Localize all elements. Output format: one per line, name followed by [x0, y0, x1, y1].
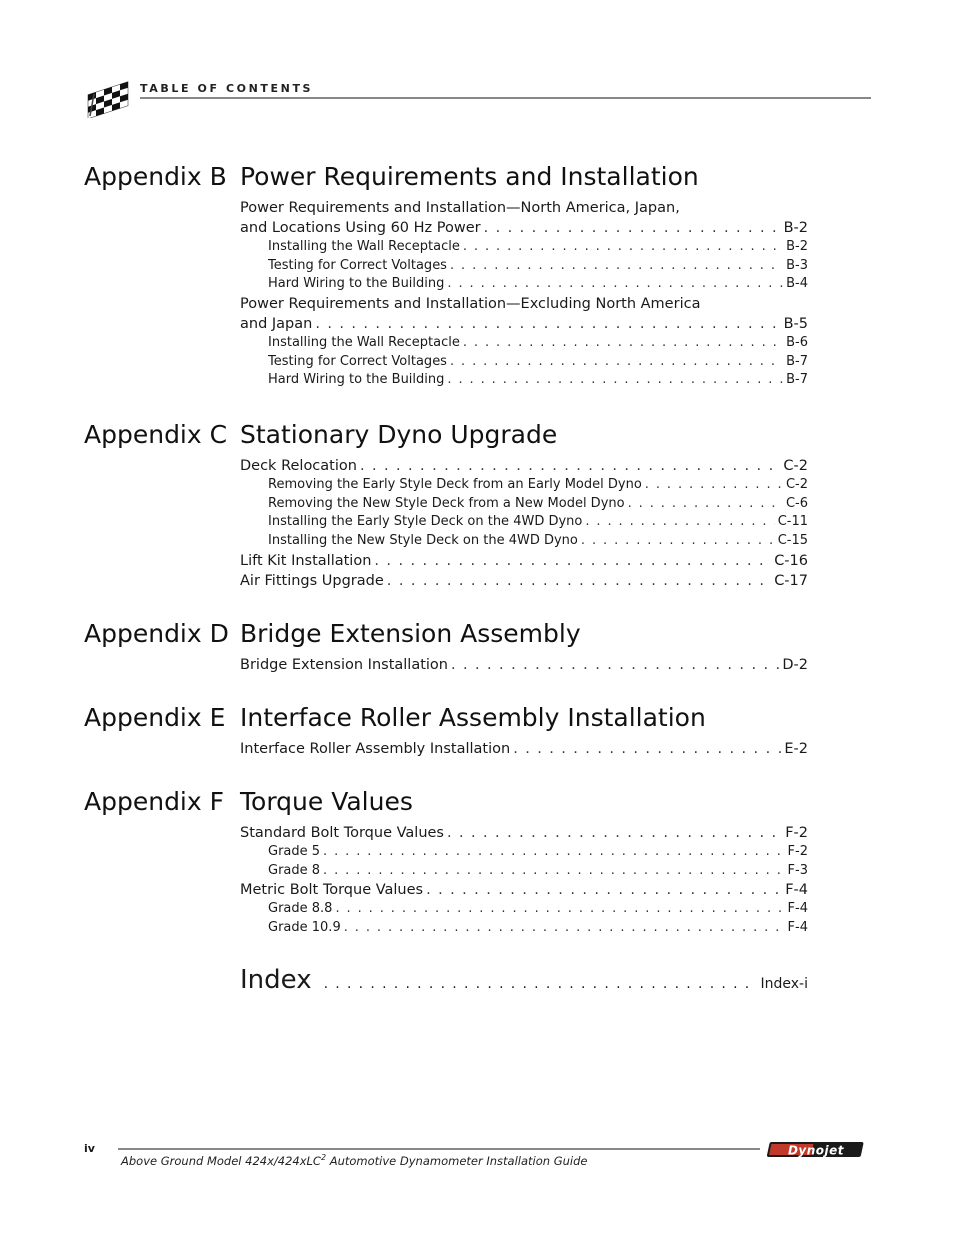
toc-entry-title: Installing the Wall Receptacle: [268, 239, 460, 254]
toc-leader: [645, 476, 783, 495]
toc-leader: [451, 655, 779, 675]
toc-entry[interactable]: [240, 551, 808, 571]
toc-entry-title: Removing the Early Style Deck from an Early Model Dyno: [268, 477, 642, 492]
checkered-flag-icon: [84, 76, 132, 118]
toc-entry-page: C-11: [777, 514, 808, 530]
footer-rule: [118, 1148, 760, 1150]
toc-entry-page: C-15: [777, 533, 808, 549]
appendix-number: Appendix E: [84, 703, 226, 732]
toc-entry[interactable]: [240, 218, 808, 238]
toc-entry[interactable]: [240, 739, 808, 759]
toc-entry-title: Hard Wiring to the Building: [268, 372, 445, 388]
toc-leader: [323, 862, 785, 881]
index-page: Index-i: [760, 976, 808, 992]
toc-entry-page: F-2: [787, 844, 808, 859]
toc-leader: [426, 880, 782, 900]
toc-entry-page: F-2: [785, 825, 808, 841]
toc-entry[interactable]: [240, 843, 808, 862]
footer-page-number: iv: [84, 1142, 95, 1155]
appendix-name: Torque Values: [240, 787, 413, 816]
appendix-number: Appendix D: [84, 619, 229, 648]
toc-entry-page: C-6: [785, 495, 808, 511]
toc-entry-page: B-6: [786, 335, 808, 351]
appendix-number: Appendix F: [84, 787, 225, 816]
toc-leader: [344, 919, 785, 938]
toc-entry-page: C-17: [774, 572, 808, 589]
appendix-name: Stationary Dyno Upgrade: [240, 420, 558, 449]
appendix-title: [84, 420, 808, 450]
toc-entry-title: Interface Roller Assembly Installation: [240, 741, 511, 757]
toc-leader: [450, 353, 783, 372]
toc-leader: [463, 238, 783, 257]
toc-entry-page: E-2: [784, 741, 808, 757]
footer-doc-title-post: Automotive Dynamometer Installation Guide: [326, 1153, 588, 1168]
toc-entry-title: Bridge Extension Installation: [240, 657, 448, 673]
toc-entry-title: Air Fittings Upgrade: [240, 572, 384, 589]
appendix-number: Appendix B: [84, 162, 227, 191]
toc-leader: [324, 976, 757, 992]
toc-entry-title: Deck Relocation: [240, 458, 357, 474]
toc-entry-title: Standard Bolt Torque Values: [240, 825, 444, 841]
toc-entries: [240, 739, 808, 759]
appendix-d-section: [84, 619, 808, 675]
toc-entry[interactable]: [240, 532, 808, 551]
footer-doc-title: [121, 1153, 587, 1168]
toc-entries: [240, 655, 808, 675]
toc-entry-page: B-2: [783, 220, 808, 236]
toc-leader: [374, 551, 771, 571]
toc-entry[interactable]: [240, 900, 808, 919]
toc-entry[interactable]: [240, 919, 808, 938]
toc-entry-title: Grade 8: [268, 862, 321, 878]
toc-leader: [323, 843, 785, 862]
toc-entry[interactable]: [240, 513, 808, 532]
appendix-name: Interface Roller Assembly Installation: [240, 703, 706, 732]
toc-entry[interactable]: [240, 238, 808, 257]
toc-entry-title: and Locations Using 60 Hz Power: [240, 220, 481, 236]
toc-entry[interactable]: [240, 257, 808, 276]
toc-leader: [335, 900, 784, 919]
toc-entry-title: Testing for Correct Voltages: [268, 353, 447, 369]
toc-leader: [450, 257, 783, 276]
toc-entry-page: B-7: [786, 353, 808, 369]
toc-leader: [585, 513, 774, 532]
toc-leader: [463, 334, 783, 353]
footer-doc-title-pre: Above Ground Model 424x/424xLC: [121, 1153, 321, 1168]
toc-entry[interactable]: [240, 862, 808, 881]
toc-entry-title: Metric Bolt Torque Values: [240, 882, 424, 899]
toc-entry[interactable]: [240, 353, 808, 372]
toc-entry-page: B-3: [786, 257, 808, 273]
toc-entry[interactable]: [240, 495, 808, 514]
appendix-name: Power Requirements and Installation: [240, 162, 699, 191]
toc-entry-page: C-2: [783, 458, 808, 474]
toc-entry-page: B-2: [786, 239, 808, 254]
toc-entry-page: F-4: [785, 882, 808, 899]
toc-entry-title: Installing the Early Style Deck on the 4WD Dyno: [268, 514, 583, 530]
toc-entry-page: D-2: [782, 657, 808, 673]
toc-entries: [240, 198, 808, 390]
toc-entry[interactable]: [240, 371, 808, 390]
toc-entries: [240, 456, 808, 591]
toc-leader: [581, 532, 775, 551]
dynojet-logo: [764, 1141, 866, 1159]
appendix-name: Bridge Extension Assembly: [240, 619, 581, 648]
toc-entry[interactable]: [240, 334, 808, 353]
toc-entry-title: Power Requirements and Installation—Excluding North America: [240, 296, 701, 313]
appendix-title: [84, 703, 808, 733]
toc-leader: [447, 823, 782, 843]
appendix-e-section: [84, 703, 808, 759]
appendix-c-section: [84, 420, 808, 591]
dynojet-logo-text: Dynojet: [787, 1143, 845, 1158]
toc-entry[interactable]: [240, 655, 808, 675]
toc-leader: [628, 495, 783, 514]
toc-entry-page: B-4: [786, 276, 808, 292]
toc-entry-page: F-4: [787, 901, 808, 917]
toc-entry-page: C-2: [785, 477, 808, 492]
header-rule: [140, 97, 871, 99]
toc-leader: [447, 371, 783, 390]
toc-leader: [315, 314, 780, 334]
toc-entry-title: and Japan: [240, 316, 313, 333]
toc-entry[interactable]: [240, 476, 808, 495]
footer-doc-title-sup: 2: [320, 1153, 327, 1162]
appendix-title: [84, 619, 808, 649]
toc-entry[interactable]: [240, 880, 808, 900]
toc-entry[interactable]: [240, 275, 808, 294]
appendix-b-section: [84, 162, 808, 390]
index-entry[interactable]: [240, 965, 808, 995]
toc-entry-title: Power Requirements and Installation—North America, Japan,: [240, 200, 680, 216]
toc-entry-page: F-4: [787, 920, 808, 936]
appendix-number: Appendix C: [84, 420, 228, 449]
toc-entry-title: Installing the Wall Receptacle: [268, 335, 460, 351]
toc-leader: [387, 571, 771, 591]
toc-entries: [240, 823, 808, 938]
header-label: TABLE OF CONTENTS: [140, 82, 314, 95]
appendix-title: [84, 787, 808, 817]
toc-entry[interactable]: [240, 823, 808, 843]
toc-entry[interactable]: [240, 314, 808, 334]
index-title: Index: [240, 965, 312, 995]
toc-entry-title: Lift Kit Installation: [240, 552, 372, 569]
toc-leader: [484, 218, 781, 238]
toc-entry-title: Grade 8.8: [268, 901, 333, 917]
toc-entry-title: Removing the New Style Deck from a New Model Dyno: [268, 495, 625, 511]
toc-entry-title: Grade 5: [268, 844, 321, 859]
toc-entry-title: Grade 10.9: [268, 920, 341, 936]
toc-entry-page: B-5: [783, 316, 808, 333]
toc-entry[interactable]: [240, 571, 808, 591]
toc-entry-page: B-7: [786, 372, 808, 388]
toc-leader: [447, 275, 783, 294]
toc-entry[interactable]: [240, 456, 808, 476]
toc-entry-title: Installing the New Style Deck on the 4WD Dyno: [268, 533, 578, 549]
toc-entry-page: C-16: [774, 552, 808, 569]
toc-entry-title: Testing for Correct Voltages: [268, 257, 447, 273]
appendix-f-section: [84, 787, 808, 938]
toc-leader: [360, 456, 780, 476]
appendix-title: [84, 162, 808, 192]
toc-entry-title: Hard Wiring to the Building: [268, 276, 445, 292]
toc-entry-page: F-3: [787, 862, 808, 878]
toc-entry-wrap[interactable]: [240, 294, 808, 314]
toc-leader: [513, 739, 781, 759]
toc-entry-wrap[interactable]: [240, 198, 808, 218]
